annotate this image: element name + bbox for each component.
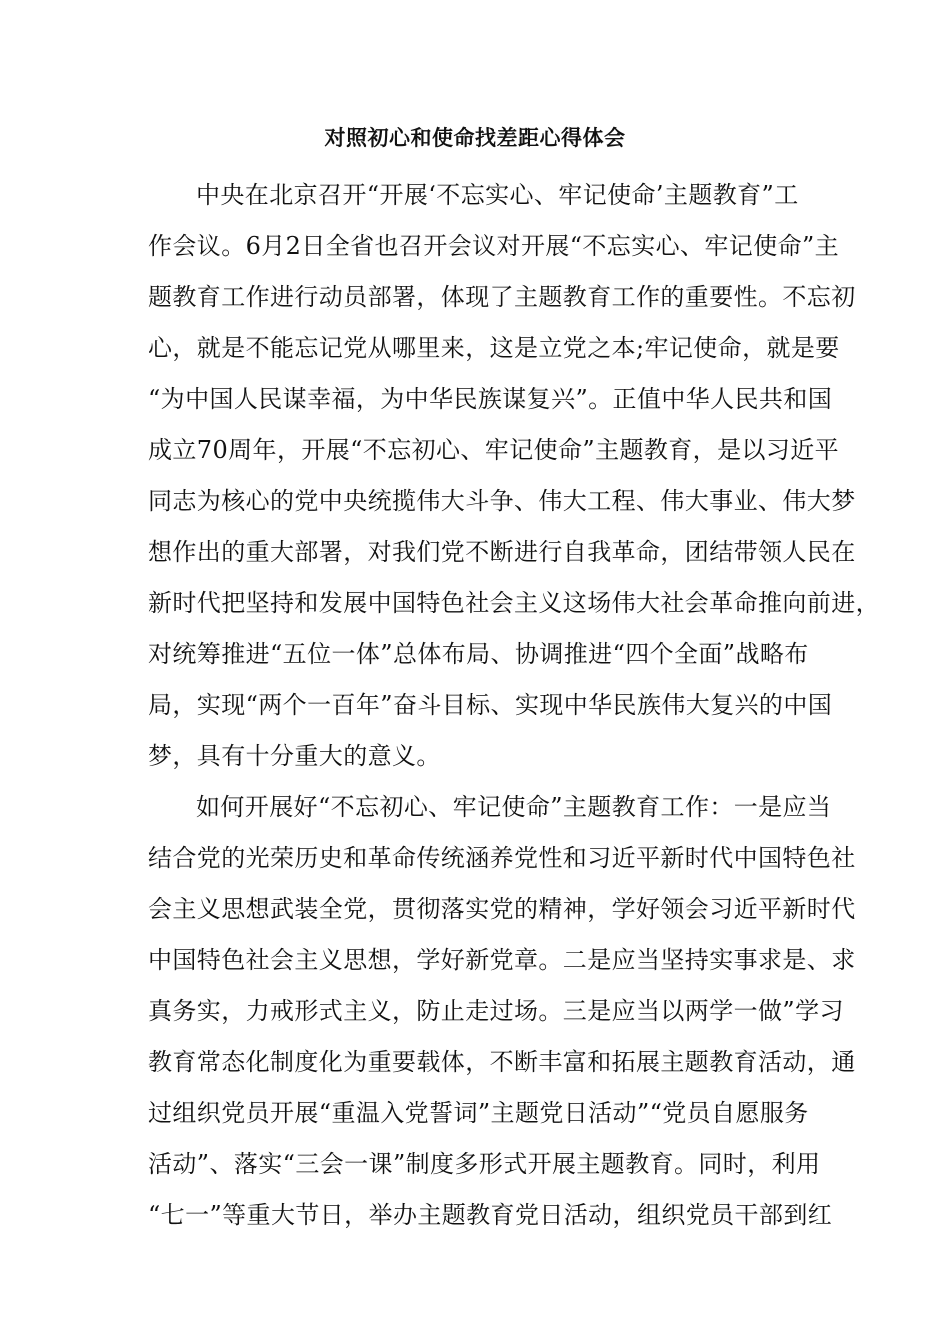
paragraph-1-line-11: 局，实现“两个一百年”奋斗目标、实现中华民族伟大复兴的中国 [148, 691, 833, 719]
paragraph-1-line-12: 梦，具有十分重大的意义。 [148, 742, 441, 770]
document-title: 对照初心和使命找差距心得体会 [324, 125, 626, 150]
paragraph-1-line-3: 题教育工作进行动员部署，体现了主题教育工作的重要性。不忘初 [148, 283, 856, 311]
paragraph-2-line-7: 过组织党员开展“重温入党誓词”主题党日活动”“党员自愿服务 [148, 1099, 809, 1127]
paragraph-1-line-4: 心，就是不能忘记党从哪里来，这是立党之本;牢记使命，就是要 [148, 334, 840, 362]
paragraph-2-line-1: 如何开展好“不忘初心、牢记使命”主题教育工作：一是应当 [196, 793, 832, 821]
paragraph-2-line-9: “七一”等重大节日，举办主题教育党日活动，组织党员干部到红 [148, 1201, 833, 1229]
paragraph-2-line-3: 会主义思想武装全党，贯彻落实党的精神，学好领会习近平新时代 [148, 895, 856, 923]
paragraph-2-line-4: 中国特色社会主义思想，学好新党章。二是应当坚持实事求是、求 [148, 946, 856, 974]
paragraph-2-line-2: 结合党的光荣历史和革命传统涵养党性和习近平新时代中国特色社 [148, 844, 856, 872]
paragraph-2-line-6: 教育常态化制度化为重要载体，不断丰富和拓展主题教育活动，通 [148, 1048, 856, 1076]
paragraph-1-line-2: 作会议。6月2日全省也召开会议对开展“不忘实心、牢记使命”主 [148, 232, 840, 260]
paragraph-1-line-10: 对统筹推进“五位一体”总体布局、协调推进“四个全面”战略布 [148, 640, 809, 668]
paragraph-1-line-1: 中央在北京召开“开展‘不忘实心、牢记使命’主题教育”工 [196, 181, 799, 209]
paragraph-1-line-5: “为中国人民谋幸福，为中华民族谋复兴”。正值中华人民共和国 [148, 385, 833, 413]
paragraph-1-line-6: 成立70周年，开展“不忘初心、牢记使命”主题教育，是以习近平 [148, 436, 840, 464]
paragraph-1-line-9: 新时代把坚持和发展中国特色社会主义这场伟大社会革命推向前进， [148, 589, 880, 617]
paragraph-2-line-8: 活动”、落实“三会一课”制度多形式开展主题教育。同时，利用 [148, 1150, 821, 1178]
paragraph-2-line-5: 真务实，力戒形式主义，防止走过场。三是应当以两学一做”学习 [148, 997, 844, 1025]
paragraph-1-line-7: 同志为核心的党中央统揽伟大斗争、伟大工程、伟大事业、伟大梦 [148, 487, 856, 515]
paragraph-1-line-8: 想作出的重大部署，对我们党不断进行自我革命，团结带领人民在 [148, 538, 856, 566]
